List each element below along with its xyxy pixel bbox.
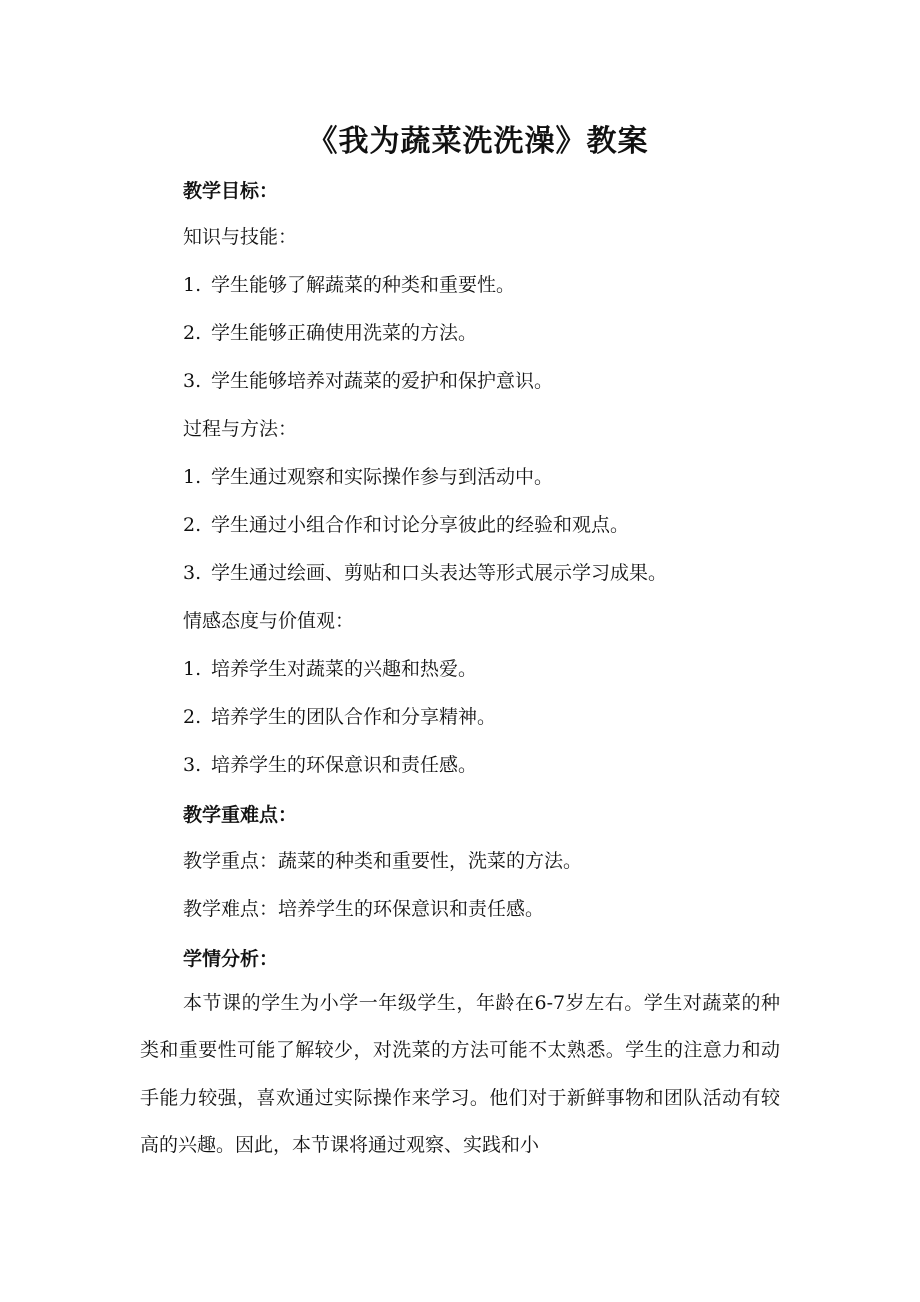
subheading-knowledge: 知识与技能： — [183, 226, 298, 248]
list-item — [183, 510, 629, 537]
list-text: 学生能够了解蔬菜的种类和重要性。 — [211, 274, 516, 296]
list-text: 学生能够培养对蔬菜的爱护和保护意识。 — [211, 370, 554, 392]
list-number: 3. — [183, 754, 202, 776]
list-number: 1. — [183, 658, 202, 680]
analysis-paragraph: 本节课的学生为小学一年级学生，年龄在6-7岁左右。学生对蔬菜的种类和重要性可能了解较少，对洗菜的方法可能不太熟悉。学生的注意力和动手能力较强，喜欢通过实际操作来学习。他们对于新鲜事物和团队活动有较高的兴趣。因此，本节课将通过观察、实践和小 — [140, 992, 780, 1156]
list-number: 2. — [183, 706, 202, 728]
section-heading-analysis: 学情分析： — [183, 948, 279, 970]
list-item — [183, 654, 477, 681]
list-number: 3. — [183, 370, 202, 392]
list-text: 学生通过小组合作和讨论分享彼此的经验和观点。 — [211, 514, 630, 536]
list-item — [183, 462, 553, 489]
list-item — [183, 318, 477, 345]
subheading-emotion: 情感态度与价值观： — [183, 610, 355, 632]
list-text: 学生能够正确使用洗菜的方法。 — [211, 322, 478, 344]
list-number: 1. — [183, 466, 202, 488]
list-number: 2. — [183, 514, 202, 536]
list-number: 2. — [183, 322, 202, 344]
list-item — [183, 270, 515, 297]
subheading-process: 过程与方法： — [183, 418, 298, 440]
list-text: 培养学生的团队合作和分享精神。 — [211, 706, 497, 728]
list-text: 学生通过观察和实际操作参与到活动中。 — [211, 466, 554, 488]
list-number: 3. — [183, 562, 202, 584]
section-heading-keypoints: 教学重难点： — [183, 804, 298, 826]
list-item — [183, 366, 553, 393]
list-item — [183, 702, 496, 729]
list-text: 培养学生的环保意识和责任感。 — [211, 754, 478, 776]
key-point-text: 教学重点：蔬菜的种类和重要性，洗菜的方法。 — [183, 850, 583, 872]
list-text: 学生通过绘画、剪贴和口头表达等形式展示学习成果。 — [211, 562, 668, 584]
list-item — [183, 558, 667, 585]
document-title: 《我为蔬菜洗洗澡》教案 — [307, 124, 649, 159]
list-text: 培养学生对蔬菜的兴趣和热爱。 — [211, 658, 478, 680]
difficult-point-text: 教学难点：培养学生的环保意识和责任感。 — [183, 898, 545, 920]
list-item — [183, 750, 477, 777]
section-heading-goals: 教学目标： — [183, 180, 279, 202]
list-number: 1. — [183, 274, 202, 296]
